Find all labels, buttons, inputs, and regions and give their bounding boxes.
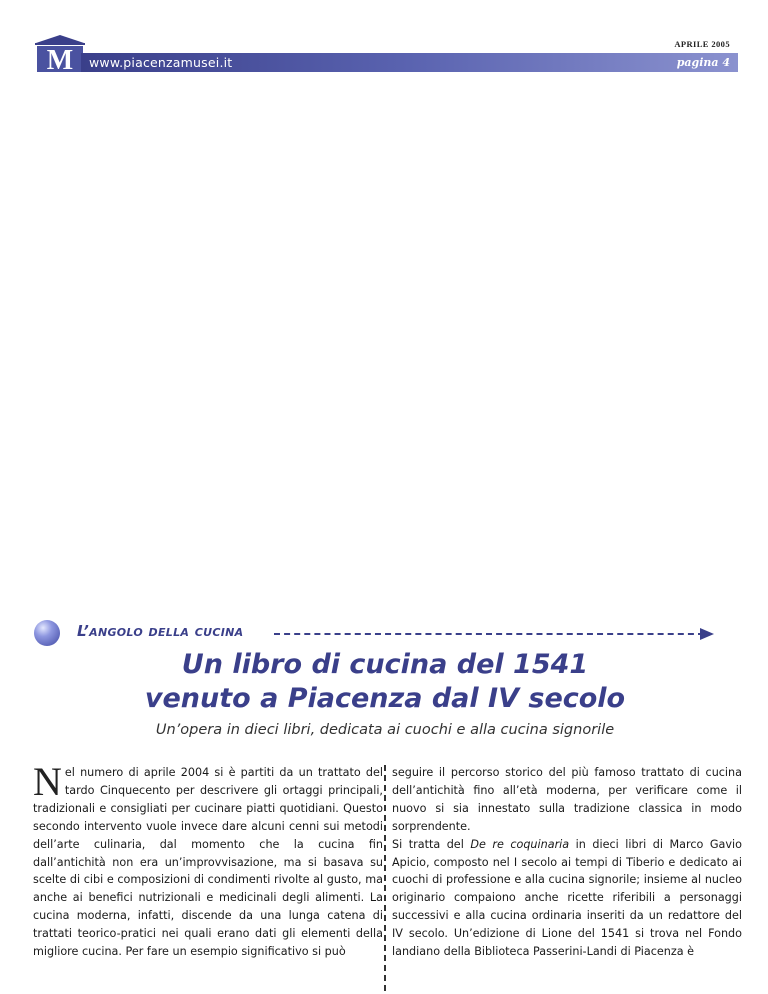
column-2-paragraph-2 <box>392 836 742 961</box>
article-title-line-1: Un libro di cucina del 1541 <box>181 649 589 680</box>
dashed-rule <box>274 633 704 635</box>
column-2-paragraph-1: seguire il percorso storico del più famoso trattato di cucina dell’antichità fino all’età moderna, per verificare come il nuovo si sia innestato sulla tradizione classica in modo sorprendente. <box>392 766 742 833</box>
paragraph-2-body: in dieci libri di Marco Gavio Apicio, composto nel I secolo ai tempi di Tiberio e dedicato ai cuochi di professione e alla cucina signorile; insieme al nucleo originario compaiono anche ricette riferibili a personaggi successivi e alla cucina ordinaria inseriti da un redattore del IV secolo. Un’edizione di Lione del 1541 si trova nel Fondo landiano della Biblioteca Passerini-Landi di Piacenza è <box>392 837 742 959</box>
paragraph-2-lead: Si tratta del <box>392 837 471 851</box>
article-title <box>40 648 730 716</box>
arrow-right-icon <box>700 628 714 640</box>
drop-cap: N <box>33 759 62 804</box>
museum-logo-icon <box>32 34 88 74</box>
column-1-text: el numero di aprile 2004 si è partiti da un trattato del tardo Cinquecento per descrivere gli ortaggi principali, tradizionali e consigliati per cucinare piatti quotidiani. Questo secondo intervento vuole invece dare alcuni cenni sui metodi dell’arte culinaria, dal momento che la cucina fin dall’antichità non era un’improvvisazione, ma si basava su scelte di cibi e composizioni di condimenti rivolte al gusto, ma anche ai benefici nutrizionali e medicinali degli alimenti. La cucina moderna, infatti, discende da una lunga catena di trattati teorico-pratici nei quali erano dati gli elementi della migliore cucina. Per fare un esempio significativo si può <box>33 766 383 959</box>
page-number: pagina 4 <box>676 56 730 69</box>
article-column-1 <box>33 759 383 961</box>
column-divider <box>384 765 386 991</box>
issue-date: APRILE 2005 <box>674 39 730 49</box>
header-bar <box>81 53 738 72</box>
bullet-ball-icon <box>34 620 60 646</box>
site-url-link[interactable]: www.piacenzamusei.it <box>89 55 233 70</box>
article-subtitle: Un’opera in dieci libri, dedicata ai cuochi e alla cucina signorile <box>155 722 615 738</box>
article-title-line-2: venuto a Piacenza dal IV secolo <box>144 683 626 714</box>
section-header <box>34 618 724 648</box>
logo-letter: M <box>46 45 74 74</box>
book-title-italic: De re coquinaria <box>470 837 570 851</box>
article-column-2 <box>392 764 742 961</box>
section-title: L’angolo della cucina <box>77 622 244 640</box>
